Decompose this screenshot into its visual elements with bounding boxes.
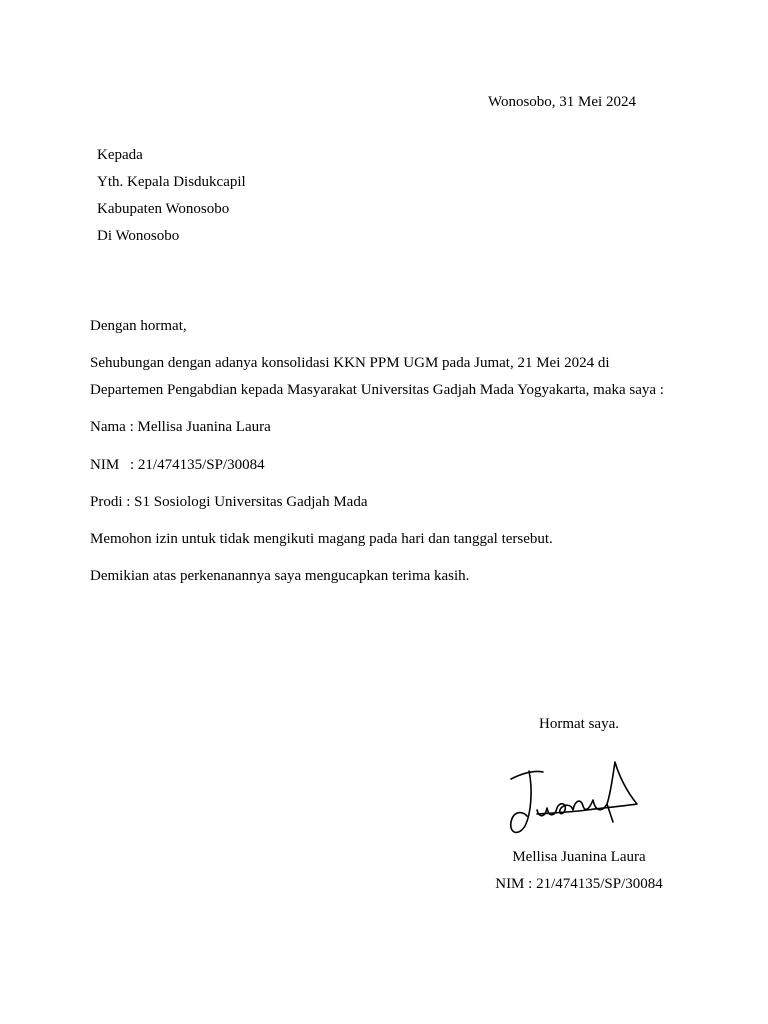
greeting: Dengan hormat, — [90, 318, 187, 334]
prodi-line: Prodi : S1 Sosiologi Universitas Gadjah Mada — [90, 494, 368, 510]
recipient-line-place: Di Wonosobo — [97, 228, 180, 244]
recipient-line-title: Yth. Kepala Disdukcapil — [97, 174, 246, 190]
name-line: Nama : Mellisa Juanina Laura — [90, 419, 271, 435]
signer-name: Mellisa Juanina Laura — [512, 849, 646, 865]
signer-nim: NIM : 21/474135/SP/30084 — [495, 876, 663, 892]
handwritten-signature — [503, 752, 643, 838]
request-line: Memohon izin untuk tidak mengikuti magang pada hari dan tanggal tersebut. — [90, 531, 553, 547]
recipient-line-region: Kabupaten Wonosobo — [97, 201, 230, 217]
closing-line: Demikian atas perkenanannya saya mengucapkan terima kasih. — [90, 568, 470, 584]
intro-line-2: Departemen Pengabdian kepada Masyarakat Universitas Gadjah Mada Yogyakarta, maka saya : — [90, 382, 664, 398]
recipient-line-kepada: Kepada — [97, 147, 143, 163]
sign-off: Hormat saya. — [539, 716, 619, 732]
nim-line — [90, 456, 265, 474]
nim-label: NIM — [90, 457, 120, 473]
letter-date: Wonosobo, 31 Mei 2024 — [488, 94, 636, 110]
intro-line-1: Sehubungan dengan adanya konsolidasi KKN PPM UGM pada Jumat, 21 Mei 2024 di — [90, 355, 610, 371]
nim-value: : 21/474135/SP/30084 — [130, 457, 265, 473]
